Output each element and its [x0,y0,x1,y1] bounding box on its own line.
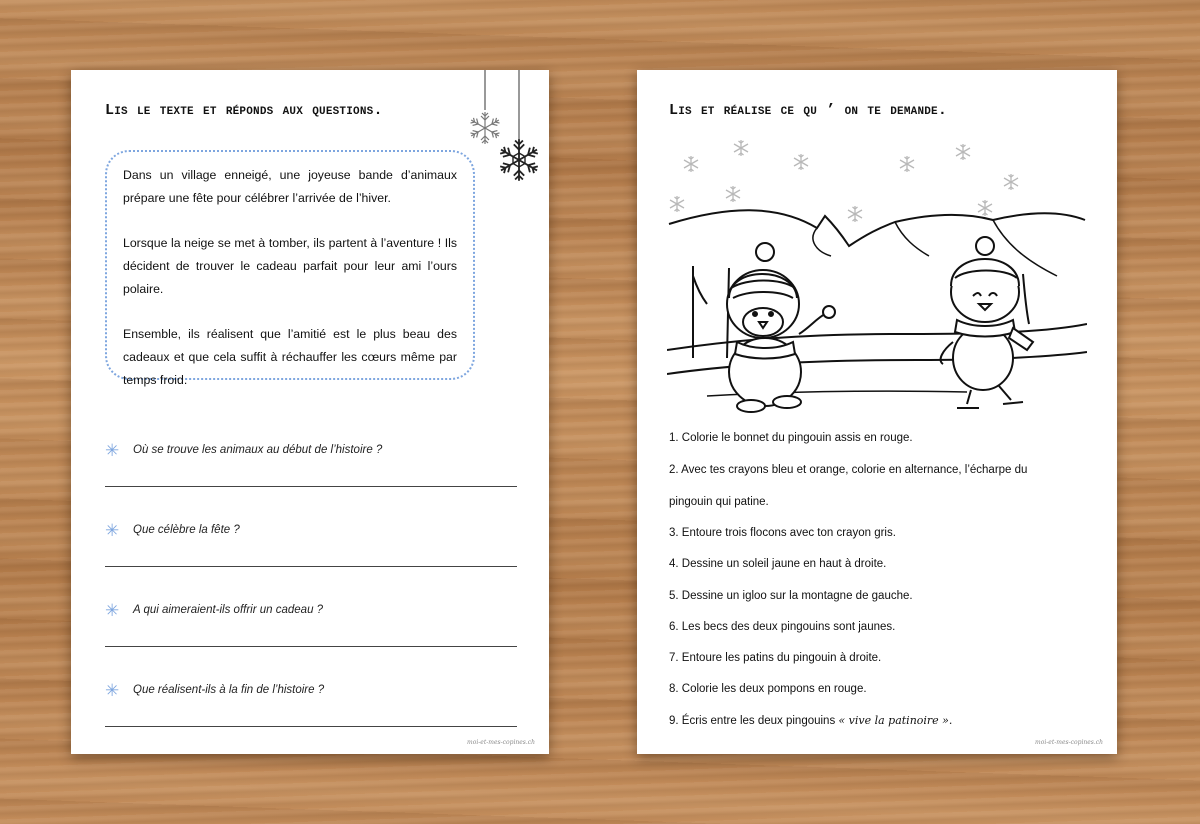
snowflake-icon: ✳ [105,681,120,700]
story-paragraph: Lorsque la neige se met à tomber, ils partent à l’aventure ! Ils décident de trouver le cadeau parfait pour leur ami l’ours polaire. [123,236,457,296]
answer-line[interactable] [105,646,517,647]
story-paragraph: Dans un village enneigé, une joyeuse bande d’animaux prépare une fête pour célébrer l’arrivée de l’hiver. [123,168,457,205]
question-text: Où se trouve les animaux au début de l’histoire ? [133,444,383,456]
instruction-item: 1. Colorie le bonnet du pingouin assis en rouge. [669,432,913,444]
sitting-penguin [727,243,835,412]
penguins-skating-illustration [667,128,1087,418]
worksheet-right [637,70,1117,754]
site-watermark: moi-et-mes-copines.ch [467,739,535,746]
instruction-item: 2. Avec tes crayons bleu et orange, colorie en alternance, l’écharpe du [669,464,1028,476]
snowflake-icon [670,196,684,212]
instruction-item: 4. Dessine un soleil jaune en haut à droite. [669,558,887,570]
skating-penguin [941,237,1033,408]
snowflake-icon [794,154,808,170]
hanging-snowflakes-icon [463,70,543,188]
instruction-9-quote: « vive la patinoire ». [838,714,953,727]
instruction-item: 6. Les becs des deux pingouins sont jaunes. [669,621,896,633]
answer-line[interactable] [105,566,517,567]
story-text-box [105,150,475,387]
instruction-item [669,714,952,727]
snowflake-icon [956,144,970,160]
instruction-item: 8. Colorie les deux pompons en rouge. [669,683,867,695]
answer-line[interactable] [105,486,517,487]
left-heading: Lis le texte et réponds aux questions. [105,102,383,119]
question-text: Que célèbre la fête ? [133,524,240,536]
instruction-9-text: 9. Écris entre les deux pingouins [669,715,839,727]
answer-line[interactable] [105,726,517,727]
snowflake-icon [900,156,914,172]
snowflake-icon: ✳ [105,441,120,460]
instruction-item: 5. Dessine un igloo sur la montagne de gauche. [669,590,913,602]
snowflake-icon: ✳ [105,521,120,540]
instruction-item: 7. Entoure les patins du pingouin à droite. [669,652,882,664]
snowflake-icon: ✳ [105,601,120,620]
site-watermark: moi-et-mes-copines.ch [1035,739,1103,746]
snowflake-icon [1004,174,1018,190]
snowflake-icon [978,200,992,216]
snowflake-icon [848,206,862,222]
right-heading: Lis et réalise ce qu ’ on te demande. [669,102,948,119]
instruction-item: pingouin qui patine. [669,496,769,508]
snowflake-icon [734,140,748,156]
question-text: Que réalisent-ils à la fin de l’histoire ? [133,684,325,696]
snowflake-icon [684,156,698,172]
story-paragraph: Ensemble, ils réalisent que l’amitié est le plus beau des cadeaux et que cela suffit à réchauffer les cœurs même par temps froid. [123,327,457,387]
worksheet-left [71,70,549,754]
snowflake-icon [726,186,740,202]
question-text: A qui aimeraient-ils offrir un cadeau ? [133,604,324,616]
instruction-item: 3. Entoure trois flocons avec ton crayon gris. [669,527,896,539]
